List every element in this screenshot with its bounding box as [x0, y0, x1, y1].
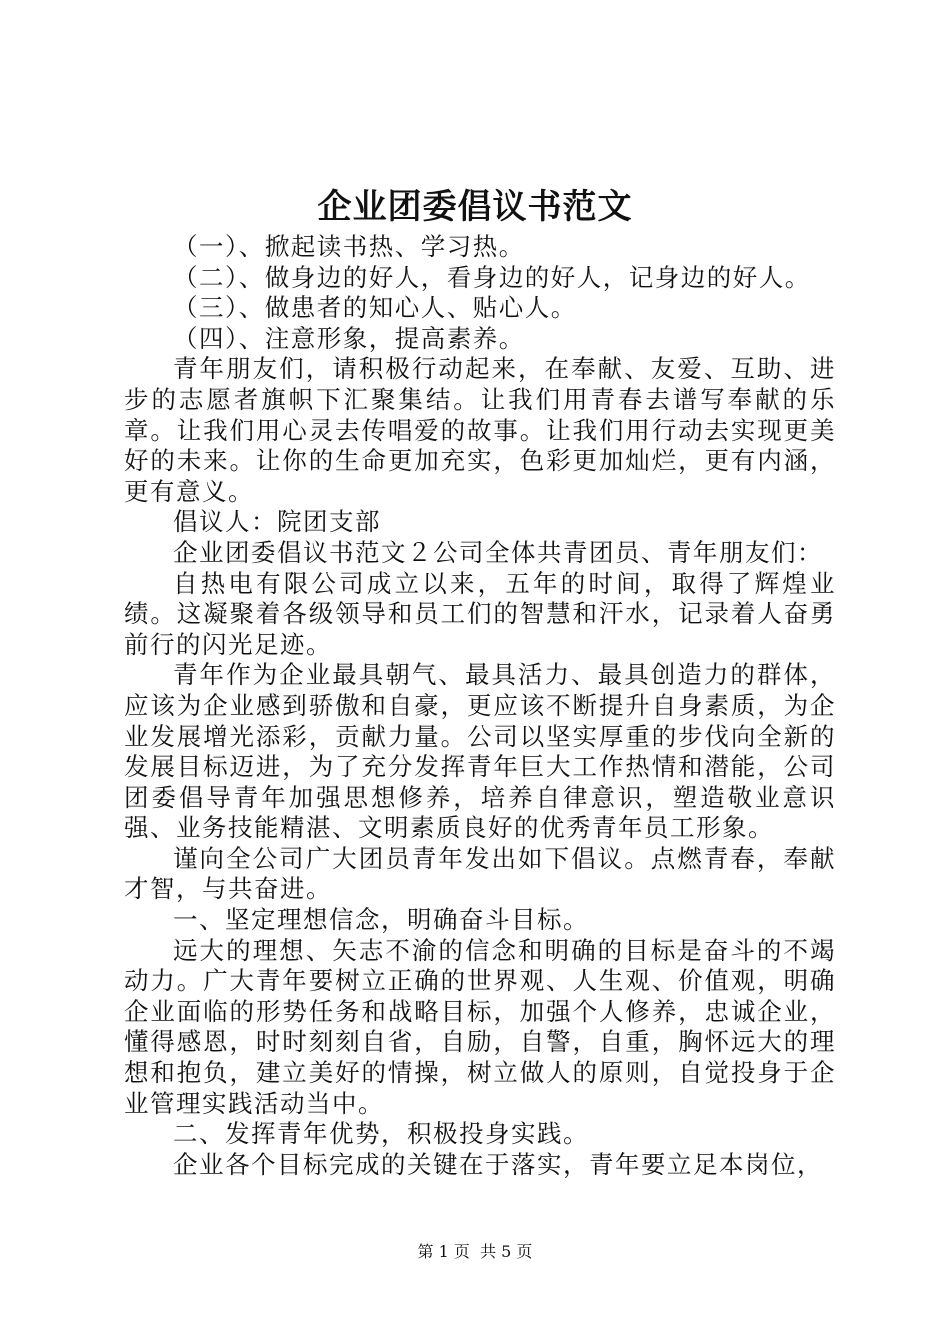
paragraph: （一）、掀起读书热、学习热。 — [173, 232, 525, 261]
paragraph: 企业团委倡议书范文２公司全体共青团员、青年朋友们： — [173, 537, 823, 567]
page-total: 共 5 页 — [480, 1242, 533, 1261]
document-title: 企业团委倡议书范文 — [317, 187, 633, 227]
paragraph: 青年作为企业最具朝气、最具活力、最具创造力的群体，应该为企业感到骄傲和自豪，更应该不断提升自身素质，为企业发展增光添彩，贡献力量。公司以坚实厚重的步伐向全新的发展目标迈进，为了充分发挥青年巨大工作热情和潜能，公司团委倡导青年加强思想修养，培养自律意识，塑造敬业意识强、业务技能精湛、文明素质良好的优秀青年员工形象。 — [124, 660, 836, 843]
paragraph: 倡议人：院团支部 — [173, 507, 381, 537]
paragraph: 自热电有限公司成立以来，五年的时间，取得了辉煌业绩。这凝聚着各级领导和员工们的智慧和汗水，记录着人奋勇前行的闪光足迹。 — [124, 568, 836, 659]
paragraph: （二）、做身边的好人，看身边的好人，记身边的好人。 — [173, 262, 811, 292]
paragraph: 远大的理想、矢志不渝的信念和明确的目标是奋斗的不竭动力。广大青年要树立正确的世界观、人生观、价值观，明确企业面临的形势任务和战略目标，加强个人修养，忠诚企业，懂得感恩，时时刻刻自省，自励，自警，自重，胸怀远大的理想和抱负，建立美好的情操，树立做人的原则，自觉投身于企业管理实践活动当中。 — [124, 935, 836, 1118]
paragraph: （四）、注意形象，提高素养。 — [173, 323, 525, 353]
page-number: 第 1 页 — [417, 1242, 470, 1261]
paragraph: 一、坚定理想信念，明确奋斗目标。 — [173, 905, 589, 935]
page-footer — [0, 1240, 950, 1264]
document-body — [124, 232, 836, 1180]
paragraph: 二、发挥青年优势，积极投身实践。 — [173, 1119, 589, 1149]
paragraph: 谨向全公司广大团员青年发出如下倡议。点燃青春，奉献才智，与共奋进。 — [124, 843, 836, 904]
paragraph: 企业各个目标完成的关键在于落实，青年要立足本岗位， — [173, 1149, 823, 1179]
paragraph: （三）、做患者的知心人、贴心人。 — [173, 293, 577, 323]
paragraph: 青年朋友们，请积极行动起来，在奉献、友爱、互助、进步的志愿者旗帜下汇聚集结。让我们用青春去谱写奉献的乐章。让我们用心灵去传唱爱的故事。让我们用行动去实现更美好的未来。让你的生命更加充实，色彩更加灿烂，更有内涵，更有意义。 — [124, 354, 836, 506]
